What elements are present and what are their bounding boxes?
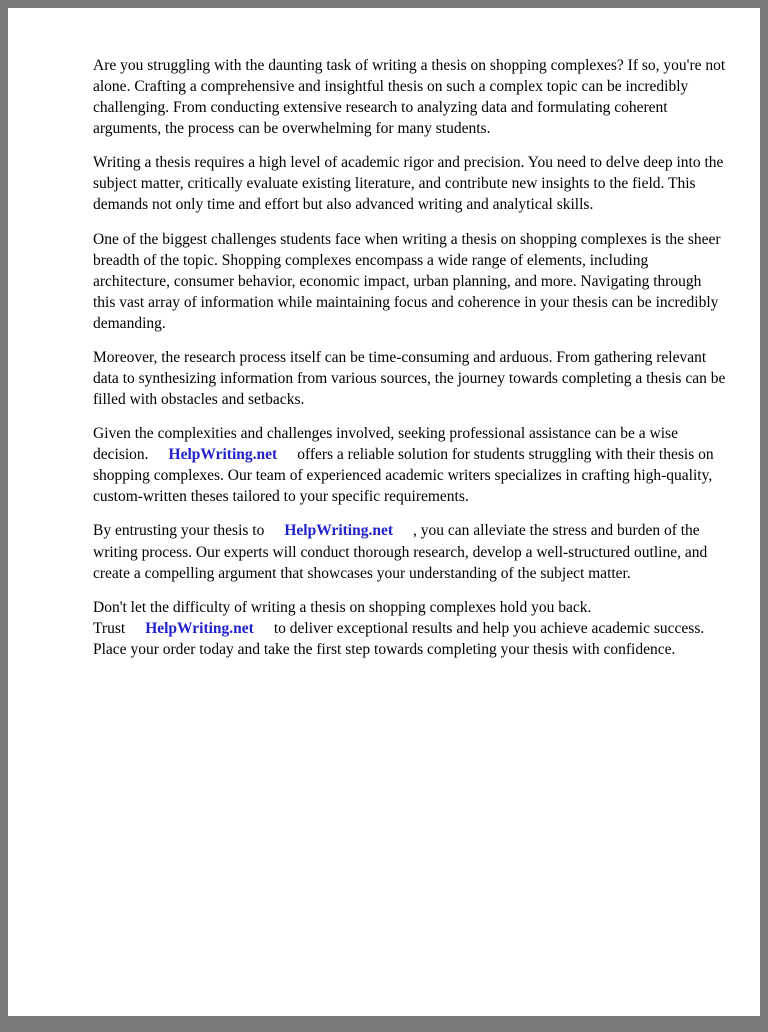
helpwriting-link[interactable]: HelpWriting.net [284, 522, 394, 540]
helpwriting-link[interactable]: HelpWriting.net [145, 619, 254, 637]
paragraph-text: offers a reliable solution for students struggling with their thesis on shopping complexes. Our team of experienced academic writers specializes in crafting high-quality, custom-written theses tailored to your specific requirements. [93, 446, 718, 506]
paragraph [93, 229, 727, 334]
paragraph [93, 423, 727, 507]
paragraph-text: By entrusting your thesis to [93, 522, 265, 540]
paragraph-text: Don't let the difficulty of writing a thesis on shopping complexes hold you back. Trust [93, 598, 596, 637]
document-page [8, 8, 760, 1016]
document-body [93, 55, 730, 660]
helpwriting-link[interactable]: HelpWriting.net [168, 446, 278, 464]
paragraph-text: Moreover, the research process itself can be time-consuming and arduous. From gathering relevant data to synthesizing information from various sources, the journey towards completing a thesis can be filled with obstacles and setbacks. [93, 348, 730, 409]
paragraph [93, 55, 730, 139]
paragraph-text: Writing a thesis requires a high level of academic rigor and precision. You need to delve deep into the subject matter, critically evaluate existing literature, and contribute new insights to the field. This demands not only time and effort but also advanced writing and analytical skills. [93, 154, 728, 214]
paragraph [93, 152, 727, 215]
paragraph [93, 347, 730, 410]
paragraph-text: to deliver exceptional results and help you achieve academic success. Place your order today and take the first step towards completing your thesis with confidence. [93, 619, 709, 658]
paragraph-text: Given the complexities and challenges involved, seeking professional assistance can be a wise decision. [93, 425, 682, 464]
paragraph [93, 520, 727, 583]
paragraph-text: , you can alleviate the stress and burden of the writing process. Our experts will conduct thorough research, develop a well-structured outline, and create a compelling argument that showcases your understanding of the subject matter. [93, 522, 712, 582]
paragraph [93, 597, 727, 660]
paragraph-text: Are you struggling with the daunting task of writing a thesis on shopping complexes? If so, you're not alone. Crafting a comprehensive and insightful thesis on such a complex topic can be incredibly challenging. From conducting extensive research to analyzing data and formulating coherent arguments, the process can be overwhelming for many students. [93, 57, 730, 138]
paragraph-text: One of the biggest challenges students face when writing a thesis on shopping complexes is the sheer breadth of the topic. Shopping complexes encompass a wide range of elements, including architecture, consumer behavior, economic impact, urban planning, and more. Navigating through this vast array of information while maintaining focus and coherence in your thesis can be incredibly demanding. [93, 230, 725, 332]
